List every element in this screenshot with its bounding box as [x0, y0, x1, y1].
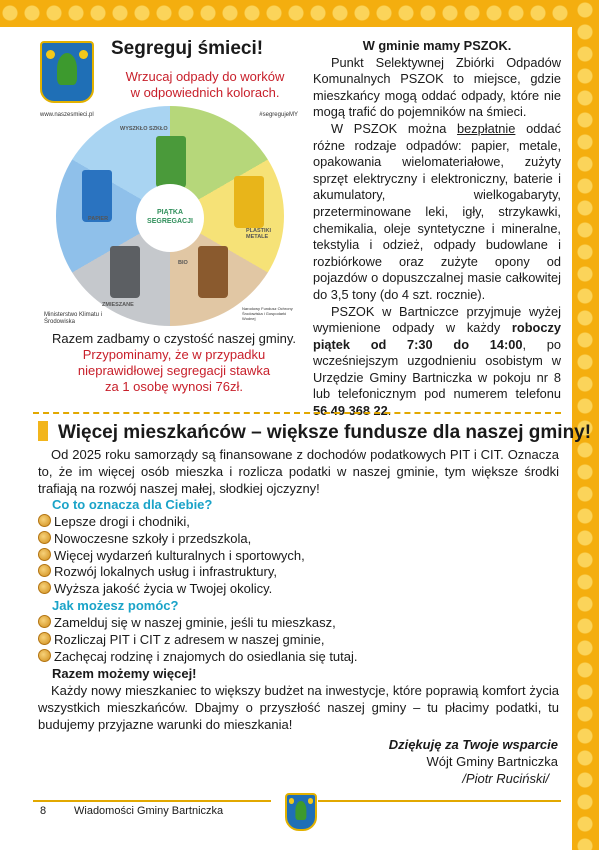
honey-bullet-icon — [38, 649, 51, 662]
article-outro: Każdy nowy mieszkaniec to większy budżet na inwestycje, które poprawią komfort życia wszystkich mieszkańców. Dbajmy o przyszłość naszej gminy – tu płacimy podatki, tu budujemy przyjazne warunki do mieszkania! — [38, 683, 559, 732]
reminder-line-2: nieprawidłowej segregacji stawka — [77, 363, 271, 378]
honey-bullet-icon — [38, 531, 51, 544]
article-intro: Od 2025 roku samorządy są finansowane z dochodów podatkowych PIT i CIT. Oznacza to, że im więcej osób mieszka i rozlicza podatki w naszej gminie, tym większe środki trafiają na rozwój naszej małej, słodkiej ojczyzny! — [38, 447, 559, 496]
article-title: Więcej mieszkańców – większe fundusze dla naszej gminy! — [38, 421, 591, 444]
reminder-line-1: Przypominamy, że w przypadku — [82, 347, 266, 362]
ministry-logo: Ministerstwo Klimatu i Środowiska — [44, 312, 103, 325]
honey-bullet-icon — [38, 581, 51, 594]
website-label: www.naszesmieci.pl — [40, 112, 94, 118]
mixed-segment-label: ZMIESZANE — [102, 302, 134, 308]
center-logo: PIĄTKA SEGREGACJI — [136, 184, 204, 252]
signature-name: /Piotr Ruciński/ — [462, 771, 549, 786]
pszok-title: W gminie mamy PSZOK. — [362, 38, 512, 53]
footer-title: Wiadomości Gminy Bartniczka — [74, 805, 224, 817]
paper-segment-label: PAPIER — [88, 216, 109, 222]
list-item: Więcej wydarzeń kulturalnych i sportowych, — [38, 548, 305, 565]
section-divider — [33, 412, 561, 414]
title-accent-bar — [38, 421, 48, 441]
list-item: Zamelduj się w naszej gminie, jeśli tu mieszkasz, — [38, 615, 336, 632]
hashtag-label: #segregujeMY — [259, 112, 298, 118]
honey-bullet-icon — [38, 632, 51, 645]
segregation-instruction-2: w odpowiednich kolorach. — [130, 85, 280, 100]
reminder-line-3: za 1 osobę wynosi 76zł. — [104, 379, 244, 394]
segregation-heading: Segreguj śmieci! — [111, 38, 264, 59]
list-item: Lepsze drogi i chodniki, — [38, 514, 190, 531]
list-item: Rozwój lokalnych usług i infrastruktury, — [38, 564, 277, 581]
signature-role: Wójt Gminy Bartniczka — [426, 754, 558, 769]
glass-segment-label: WYSZKŁO SZKŁO — [120, 126, 168, 132]
list-item: Zachęcaj rodzinę i znajomych do osiedlania się tutaj. — [38, 649, 358, 666]
segregation-infographic — [38, 106, 300, 326]
coat-of-arms-icon — [40, 41, 94, 103]
footer-rule-right — [318, 800, 561, 802]
list-item: Rozliczaj PIT i CIT z adresem w naszej gminie, — [38, 632, 324, 649]
together-line: Razem zadbamy o czystość naszej gminy. — [52, 331, 296, 346]
honey-bullet-icon — [38, 514, 51, 527]
pszok-section — [313, 38, 561, 420]
list-item: Wyższa jakość życia w Twojej okolicy. — [38, 581, 272, 598]
list-item: Nowoczesne szkoły i przedszkola, — [38, 531, 251, 548]
brown-bin-icon — [198, 246, 228, 298]
fund-logo: Narodowy Fundusz Ochrony Środowiska i Gospodarki Wodnej — [242, 306, 293, 321]
blue-bin-icon — [82, 170, 112, 222]
segregation-footer — [38, 331, 310, 395]
plastic-segment-label: PLASTIKI METALE — [246, 228, 272, 240]
yellow-bin-icon — [234, 176, 264, 228]
pszok-paragraph-3: PSZOK w Bartniczce przyjmuje wyżej wymienione odpady w każdy roboczy piątek od 7:30 do 14:00, po wcześniejszym uzgodnieniu osobistym w Urzędzie Gminy Bartniczka w pokoju nr 8 lub telefonicznym pod numerem telefonu 56 49 368 22. — [313, 303, 561, 419]
together-bold: Razem możemy więcej! — [52, 666, 197, 681]
honey-bullet-icon — [38, 548, 51, 561]
pszok-paragraph-2: W PSZOK można bezpłatnie oddać różne rodzaje odpadów: papier, metale, opakowania wielomateriałowe, zużyty sprzęt elektryczny i elektroniczny, baterie i akumulatory, wielkogabaryty, przeterminowane leki, igły, strzykawki, chemikalia, oleje syntetyczne i mineralne, tekstylia i odzież, odpady budowlane i rozbiórkowe oraz zużyte opony od pojazdów o dopuszczalnej masie całkowitej do 3,5 tony (do 4 szt. rocznie). — [313, 120, 561, 302]
honey-bullet-icon — [38, 615, 51, 628]
gray-bin-icon — [110, 246, 140, 298]
footer-rule-left — [33, 800, 271, 802]
page-number: 8 — [40, 805, 47, 817]
bio-segment-label: BIO — [178, 260, 188, 266]
question-2: Jak możesz pomóc? — [52, 598, 179, 613]
pszok-paragraph-1: Punkt Selektywnej Zbiórki Odpadów Komunalnych PSZOK to miejsce, gdzie mieszkańcy mogą oddać odpady, które nie mogą trafić do pojemników na śmieci. — [313, 54, 561, 120]
segregation-instruction-1: Wrzucaj odpady do worków — [125, 69, 285, 84]
thanks-line: Dziękuję za Twoje wsparcie — [388, 737, 558, 752]
question-1: Co to oznacza dla Ciebie? — [52, 497, 213, 512]
footer-coat-of-arms-icon — [285, 793, 317, 831]
green-bin-icon — [156, 136, 186, 188]
honey-bullet-icon — [38, 564, 51, 577]
honeycomb-border-top — [0, 0, 599, 27]
